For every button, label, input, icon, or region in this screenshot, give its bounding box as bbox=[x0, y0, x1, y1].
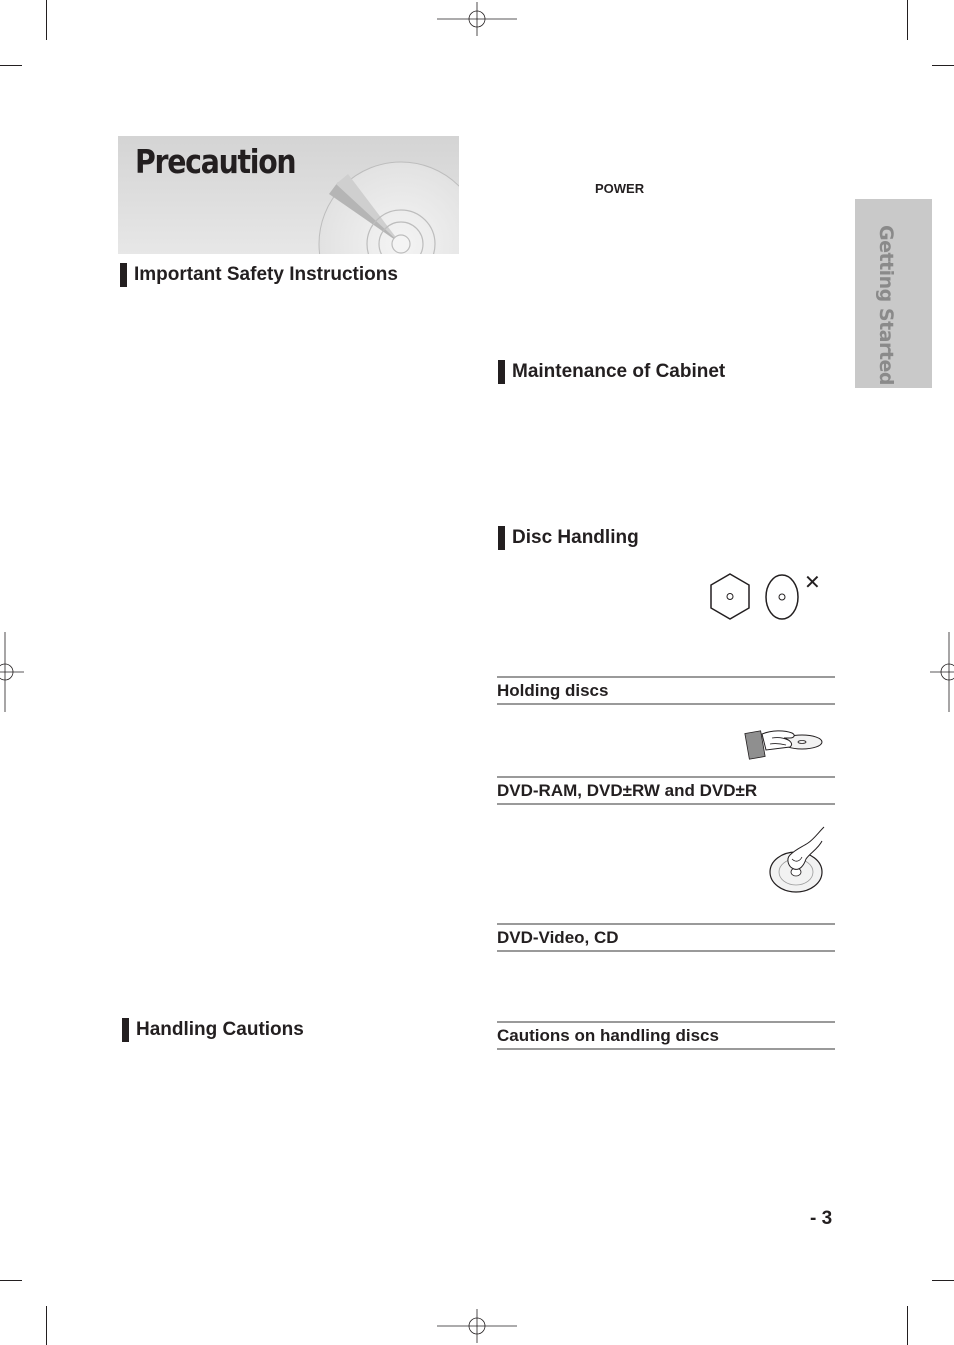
section-heading-safety bbox=[120, 263, 398, 287]
side-tab bbox=[855, 199, 932, 388]
subsection-dvd-ram: DVD-RAM, DVD±RW and DVD±R bbox=[497, 776, 835, 805]
title-banner bbox=[118, 136, 459, 254]
hand-holding-disc-icon bbox=[744, 720, 826, 760]
crop-mark bbox=[907, 1306, 908, 1345]
registration-mark-icon bbox=[437, 1309, 517, 1343]
disc-shapes-illustration bbox=[700, 568, 830, 624]
section-heading-maintenance bbox=[498, 360, 725, 384]
crop-mark bbox=[46, 0, 47, 40]
section-heading-text: Disc Handling bbox=[512, 527, 639, 548]
section-heading-text: Maintenance of Cabinet bbox=[512, 361, 726, 382]
hexagon-disc-icon bbox=[711, 574, 749, 619]
section-heading-text: Important Safety Instructions bbox=[134, 264, 398, 285]
disc-graphic-icon bbox=[314, 158, 459, 254]
heading-bar bbox=[498, 360, 505, 384]
section-heading-handling bbox=[122, 1018, 304, 1042]
registration-mark-icon bbox=[0, 632, 24, 712]
cross-mark-icon: ✕ bbox=[804, 570, 821, 594]
crop-mark bbox=[0, 65, 22, 66]
registration-mark-icon bbox=[437, 2, 517, 36]
power-label: POWER bbox=[595, 181, 645, 196]
side-tab-label: Getting Started bbox=[875, 225, 897, 385]
hand-wiping-disc-icon bbox=[768, 825, 830, 895]
subsection-dvd-video: DVD-Video, CD bbox=[497, 923, 835, 952]
registration-mark-icon bbox=[930, 632, 954, 712]
section-heading-text: Handling Cautions bbox=[136, 1019, 304, 1040]
crop-mark bbox=[46, 1306, 47, 1345]
subsection-holding-discs: Holding discs bbox=[497, 676, 835, 705]
crop-mark bbox=[907, 0, 908, 40]
crop-mark bbox=[0, 1280, 22, 1281]
subsection-cautions: Cautions on handling discs bbox=[497, 1021, 835, 1050]
page-title: Precaution bbox=[135, 142, 296, 181]
heading-bar bbox=[120, 263, 127, 287]
heading-bar bbox=[122, 1018, 129, 1042]
section-heading-disc-handling bbox=[498, 526, 639, 550]
crop-mark bbox=[932, 1280, 954, 1281]
page-number: - 3 bbox=[810, 1208, 833, 1229]
oval-disc-icon bbox=[766, 575, 798, 619]
crop-mark bbox=[932, 65, 954, 66]
heading-bar bbox=[498, 526, 505, 550]
